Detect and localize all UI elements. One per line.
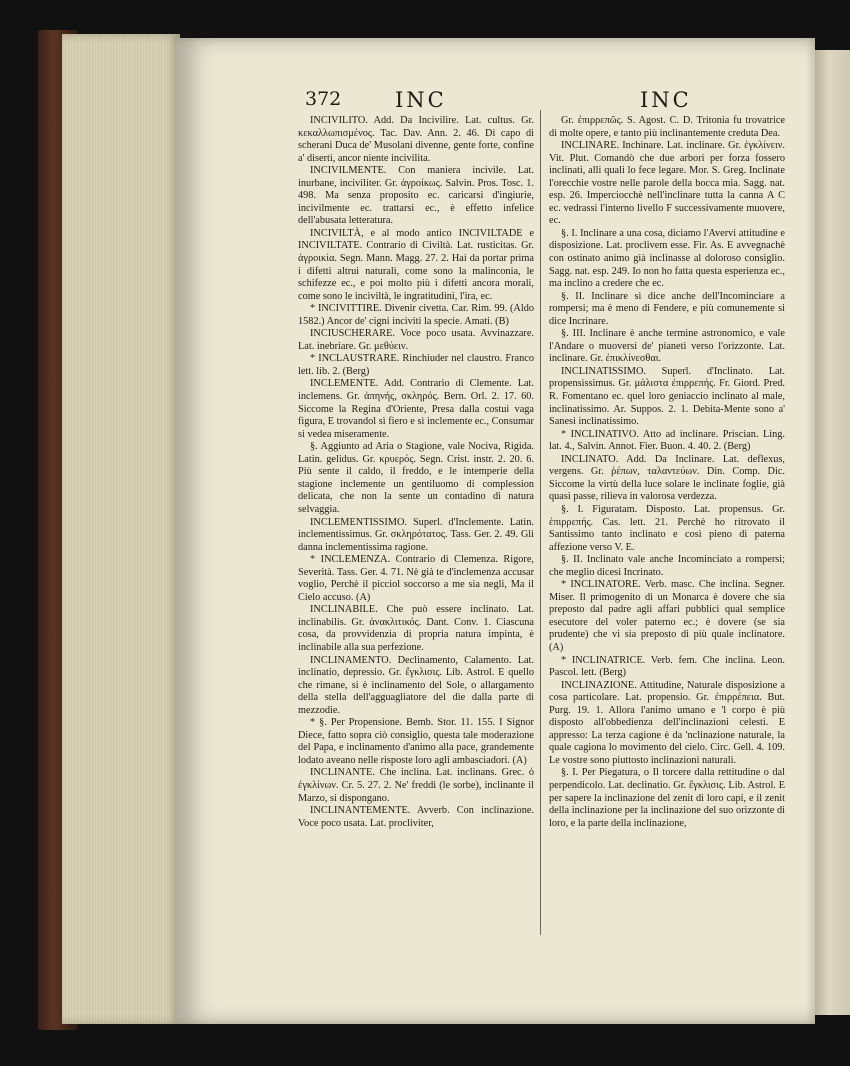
entry: §. II. Inclinato vale anche Incominciato a rompersi; che meglio dicesi Incrinato.	[549, 554, 785, 578]
left-column	[298, 115, 534, 935]
entry: INCIVILITO. Add. Da Incivilire. Lat. cultus. Gr. κεκαλλωπισμένος. Tac. Dav. Ann. 2. 46. Di capo di scherani Duca de' Musolani divenne, gente forte, confine a' diserti, ancor niente incivilita.	[298, 115, 534, 164]
entry: §. II. Inclinare si dice anche dell'Incominciare a rompersi; ma è meno di Fendere, e più comunemente si dice Incrinare.	[549, 290, 785, 327]
entry: INCLINATO. Add. Da Inclinare. Lat. deflexus, vergens. Gr. ῥέπων, ταλαντεύων. Din. Comp. Dic. Siccome la virtù della luce solare le inclinate foglie, già quasi passe, rilieva in valorosa verdezza.	[549, 453, 785, 503]
entry: §. III. Inclinare è anche termine astronomico, e vale l'Andare o muoversi de' pianeti verso l'orizzonte. Lat. inclinare. Gr. ἐπικλίνεσθαι.	[549, 328, 785, 365]
running-head-right: INC	[640, 88, 692, 112]
entry: INCLINABILE. Che può essere inclinato. Lat. inclinabilis. Gr. ἀνακλιτικός. Dant. Conv. 1. Ciascuna cosa, da provvidenzia di propria natura impinta, è inclinabile alla sua perfezione.	[298, 604, 534, 653]
entry: * INCLINATIVO. Atto ad inclinare. Priscian. Ling. lat. 4., Salvin. Annot. Fier. Buon. 4. 40. 2. (Berg)	[549, 428, 785, 453]
entry: INCIVILMENTE. Con maniera incivile. Lat. inurbane, inciviliter. Gr. ἀγροίκως. Salvin. Pros. Tosc. 1. 498. Ma senza proposito ec. caricarsi d'ingiurie, incivilmente ec. trattarsi ec., è effetto infelice dell'abusata letteratura.	[298, 165, 534, 227]
entry: * §. Per Propensione. Bemb. Stor. 11. 155. I Signor Diece, fatto sopra ciò consiglio, questa tale moderazione del Papa, e inclinamento d'animo alla pace, grandemente lodato aveano nelle risposte loro agli ambasciadori. (A)	[298, 717, 534, 766]
entry: §. I. Figuratam. Disposto. Lat. propensus. Gr. ἐπιρρεπής. Cas. lett. 21. Perchè ho ritrovato il Santissimo tanto inclinato e così pieno di paterna affezione verso V. E.	[549, 503, 785, 553]
entry: INCLINANTE. Che inclina. Lat. inclinans. Grec. ὁ ἐγκλίνων. Cr. 5. 27. 2. Ne' freddi (le sorbe), inclinante il Marzo, si dispongano.	[298, 767, 534, 804]
entry: INCLINATISSIMO. Superl. d'Inclinato. Lat. propensissimus. Gr. μάλιστα ἐπιρρεπής. Fr. Giord. Pred. R. Fomentano ec. quel loro geniaccio inclinato al male, inclinatissimo. Ar. Suppos. 2. 1. Debita-Mente sono a' Sanesi inclinatissimo.	[549, 365, 785, 428]
entry: §. I. Inclinare a una cosa, diciamo l'Avervi attitudine e disposizione. Lat. proclivem esse. Fir. As. E avvegnachè con ostinato animo già inclinasse al doloroso consiglio. Sagg. nat. esp. 249. Io non ho fatta questa esperienza ec., ma inclino a credere che ec.	[549, 227, 785, 290]
entry: INCLEMENTISSIMO. Superl. d'Inclemente. Latin. inclementissimus. Gr. σκληρότατος. Tass. Ger. 2. 49. Gli danna inclementissima ragione.	[298, 516, 534, 553]
entry: * INCLEMENZA. Contrario di Clemenza. Rigore, Severità. Tass. Ger. 4. 71. Nè già te d'inclemenza accusar voglio, Perchè il picciol soccorso a me sia negli, Ma il Cielo accuso. (A)	[298, 554, 534, 603]
page-edges	[62, 34, 180, 1024]
right-page-edge	[815, 50, 850, 1015]
entry: INCLEMENTE. Add. Contrario di Clemente. Lat. inclemens. Gr. ἀπηνής, σκληρός. Bern. Orl. 2. 17. 60. Siccome la Regina d'Oriente, Presa dalla costui vaga figura, E trovandol sì fiero e sì inclemente ec., Consumar si vedea miseramente.	[298, 378, 534, 440]
entry: INCLINAMENTO. Declinamento, Calamento. Lat. inclinatio, depressio. Gr. ἔγκλισις. Lib. Astrol. E quello che rimane, si è inclinamento del Sole, o allargamento della stella dell'agguagliatore del dìe dalla parte di mezzodie.	[298, 654, 534, 716]
entry: §. Aggiunto ad Aria o Stagione, vale Nociva, Rigida. Latin. gelidus. Gr. κρυερός. Segn. Crist. instr. 2. 20. 6. Più sente il caldo, il freddo, e le intemperie della stagione inclemente un gentiluomo di complession delicata, che non la sente un contadino di natura selvaggia.	[298, 441, 534, 515]
entry: INCIVILTÀ, e al modo antico INCIVILTADE e INCIVILTATE. Contrario di Civiltà. Lat. rusticitas. Gr. ἀγροικία. Segn. Mann. Magg. 27. 2. Hai da portar prima i difetti altrui naturali, come sono la malinconia, le schifezze ec., e poi molto più i difetti ancora morali, come sono le inciviltà, le ingratitudini, l'ira, ec.	[298, 227, 534, 302]
entry: * INCLINATORE. Verb. masc. Che inclina. Segner. Miser. Il primogenito di un Monarca è dovere che sia preposto dal padre agli affari pubblici qual semplice esecutore del voler paterno ec.; è dovere (se sia prudente) che vi sia preposto di più quale inclinatore. (A)	[549, 579, 785, 653]
entry: * INCLAUSTRARE. Rinchiuder nel claustro. Franco lett. lib. 2. (Berg)	[298, 353, 534, 377]
right-column	[549, 115, 785, 935]
column-divider	[540, 110, 541, 935]
entry: INCLINANTEMENTE. Avverb. Con inclinazione. Voce poco usata. Lat. procliviter,	[298, 805, 534, 829]
page-number: 372	[305, 88, 342, 110]
entry: * INCIVITTIRE. Divenir civetta. Car. Rim. 99. (Aldo 1582.) Ancor de' cigni inciviti la specie. Amati. (B)	[298, 303, 534, 327]
entry: Gr. ἐπιρρεπῶς. S. Agost. C. D. Tritonia fu trovatrice di molte opere, e tanto più inclinantemente creduta Dea.	[549, 115, 785, 139]
entry: INCLINAZIONE. Attitudine, Naturale disposizione a cosa particolare. Lat. propensio. Gr. ἐπιρρέπεια. But. Purg. 19. 1. Allora l'animo umano e 'l corpo è più disposto all'obbedienza dell'inclinazioni celesti. E appresso: La terza cagione è da 'nclinazione naturale, la quale cagiona lo movimento del cielo. Circ. Gell. 4. 109. Le vostre sono piuttosto inclinazioni naturali.	[549, 679, 785, 766]
entry: INCLINARE. Inchinare. Lat. inclinare. Gr. ἐγκλίνειν. Vit. Plut. Comandò che due arbori per forza fossero inclinati, alli quali lo fece legare. Mor. S. Greg. Inclinate l'orecchie vostre nelle parole della bocca mia. Sagg. nat. esp. 26. Imperciocchè nell'inclinare tutta la canna A C ec. vedrassi l'interno livello F successivamente muovere, ec.	[549, 140, 785, 227]
entry: §. I. Per Piegatura, o Il torcere dalla rettitudine o dal perpendicolo. Lat. declinatio. Gr. ἔγκλισις. Lib. Astrol. E per sapere la inclinazione del zenit di loro capi, e il zenit della inclinazione per la inclinazione del suo orizzonte di loro, e la parte della inclinazione,	[549, 767, 785, 829]
entry: INCIUSCHERARE. Voce poco usata. Avvinazzare. Lat. inebriare. Gr. μεθύειν.	[298, 328, 534, 352]
running-head-left: INC	[395, 88, 447, 112]
entry: * INCLINATRICE. Verb. fem. Che inclina. Leon. Pascol. lett. (Berg)	[549, 654, 785, 679]
